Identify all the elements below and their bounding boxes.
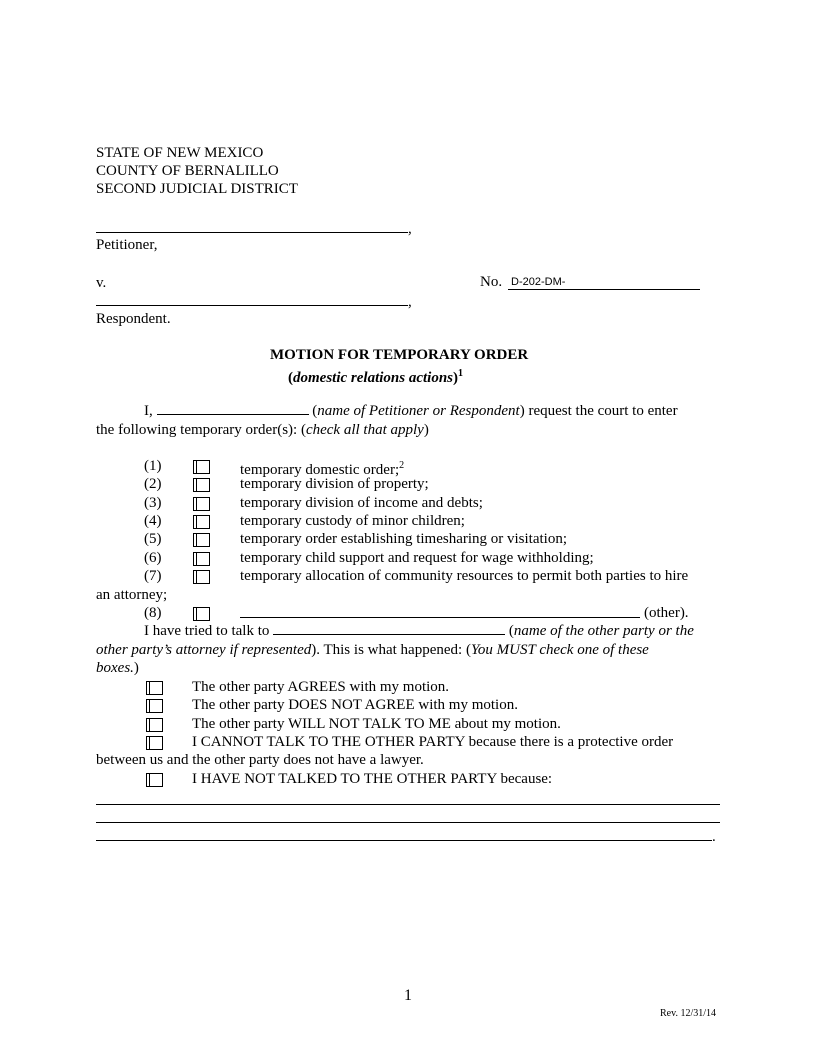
response-agrees-text: The other party AGREES with my motion. [192, 679, 450, 695]
order-7-checkbox[interactable] [193, 570, 210, 584]
explanation-line-1[interactable] [96, 804, 720, 805]
court-district: SECOND JUDICIAL DISTRICT [96, 181, 298, 197]
respondent-name-line[interactable] [96, 305, 408, 306]
response-will-not-talk-text: The other party WILL NOT TALK TO ME about my motion. [192, 716, 561, 732]
response-not-agree-checkbox[interactable] [146, 699, 163, 713]
intro-line-1: I, (name of Petitioner or Respondent) request the court to enter [144, 403, 678, 419]
order-2-number: (2) [144, 476, 162, 492]
talk-line-2: other party’s attorney if represented). This is what happened: (You MUST check one of these [96, 642, 649, 658]
case-no-prefix: D-202-DM- [511, 276, 566, 288]
page-number: 1 [404, 987, 412, 1004]
response-protective-order-cont: between us and the other party does not have a lawyer. [96, 752, 424, 768]
order-8-number: (8) [144, 605, 162, 621]
intro-line2-text: the following temporary order(s): [96, 422, 298, 438]
order-4-number: (4) [144, 513, 162, 529]
order-8-other-label: (other). [644, 605, 689, 621]
response-not-agree-text: The other party DOES NOT AGREE with my motion. [192, 697, 518, 713]
filer-name-line[interactable] [157, 402, 309, 415]
order-5-number: (5) [144, 531, 162, 547]
footnote-ref-2: 2 [399, 460, 405, 471]
order-8-checkbox[interactable] [193, 607, 210, 621]
explanation-period: . [712, 829, 716, 845]
explanation-line-3[interactable] [96, 840, 712, 841]
explanation-line-2[interactable] [96, 822, 720, 823]
order-5-checkbox[interactable] [193, 533, 210, 547]
order-4-text: temporary custody of minor children; [240, 513, 465, 529]
motion-title: MOTION FOR TEMPORARY ORDER [270, 347, 529, 363]
respondent-comma: , [408, 294, 412, 310]
boxes-text: boxes. [96, 660, 134, 676]
footnote-ref-1: 1 [458, 368, 464, 379]
order-8-other-line[interactable] [240, 617, 640, 618]
check-all-hint: check all that apply [305, 422, 424, 438]
order-1-checkbox[interactable] [193, 460, 210, 474]
response-will-not-talk-checkbox[interactable] [146, 718, 163, 732]
talk-line-3 [96, 659, 139, 677]
filer-name-hint: name of Petitioner or Respondent [317, 403, 520, 419]
order-3-text: temporary division of income and debts; [240, 495, 483, 511]
order-6-number: (6) [144, 550, 162, 566]
revision-date: Rev. 12/31/14 [660, 1008, 717, 1019]
petitioner-label: Petitioner, [96, 237, 158, 253]
other-party-name-line[interactable] [273, 622, 505, 635]
order-1-number: (1) [144, 458, 162, 474]
talk-line-1: I have tried to talk to (name of the other party or the [144, 623, 694, 639]
respondent-label: Respondent. [96, 311, 171, 327]
intro-i-label: I, [144, 403, 153, 419]
order-6-checkbox[interactable] [193, 552, 210, 566]
order-3-checkbox[interactable] [193, 497, 210, 511]
response-not-talked-text: I HAVE NOT TALKED TO THE OTHER PARTY because: [192, 771, 553, 787]
response-not-talked-checkbox[interactable] [146, 773, 163, 787]
order-4-checkbox[interactable] [193, 515, 210, 529]
court-state: STATE OF NEW MEXICO [96, 145, 264, 161]
response-protective-order-text: I CANNOT TALK TO THE OTHER PARTY because there is a protective order [192, 734, 674, 750]
order-5-text: temporary order establishing timesharing or visitation; [240, 531, 568, 547]
order-2-text: temporary division of property; [240, 476, 429, 492]
court-county: COUNTY OF BERNALILLO [96, 163, 279, 179]
order-3-number: (3) [144, 495, 162, 511]
must-check-text: You MUST check one of these [470, 642, 649, 658]
order-6-text: temporary child support and request for wage withholding; [240, 550, 594, 566]
motion-subtitle: (domestic relations actions)$^1$ [288, 368, 464, 386]
petitioner-name-line[interactable] [96, 232, 408, 233]
order-7-text-cont: an attorney; [96, 587, 168, 603]
motion-subtitle-text: domestic relations actions [293, 370, 454, 386]
other-party-hint-2: other party’s attorney if represented [96, 642, 312, 658]
response-agrees-checkbox[interactable] [146, 681, 163, 695]
order-2-checkbox[interactable] [193, 478, 210, 492]
other-party-hint-1: name of the other party or the [513, 623, 694, 639]
order-1-label: temporary domestic order; [240, 462, 400, 478]
order-7-number: (7) [144, 568, 162, 584]
case-no-label: No. [480, 274, 503, 290]
close-paren: ) [133, 660, 139, 676]
response-protective-order-checkbox[interactable] [146, 736, 163, 750]
order-7-text: temporary allocation of community resources to permit both parties to hire [240, 568, 689, 584]
talk-intro: I have tried to talk to [144, 623, 270, 639]
intro-request-text: request the court to enter [528, 403, 678, 419]
versus-label: v. [96, 275, 107, 291]
talk-after-hint: . This is what happened: ( [316, 642, 471, 658]
petitioner-comma: , [408, 221, 412, 237]
intro-line-2: the following temporary order(s): (check all that apply) [96, 422, 429, 438]
